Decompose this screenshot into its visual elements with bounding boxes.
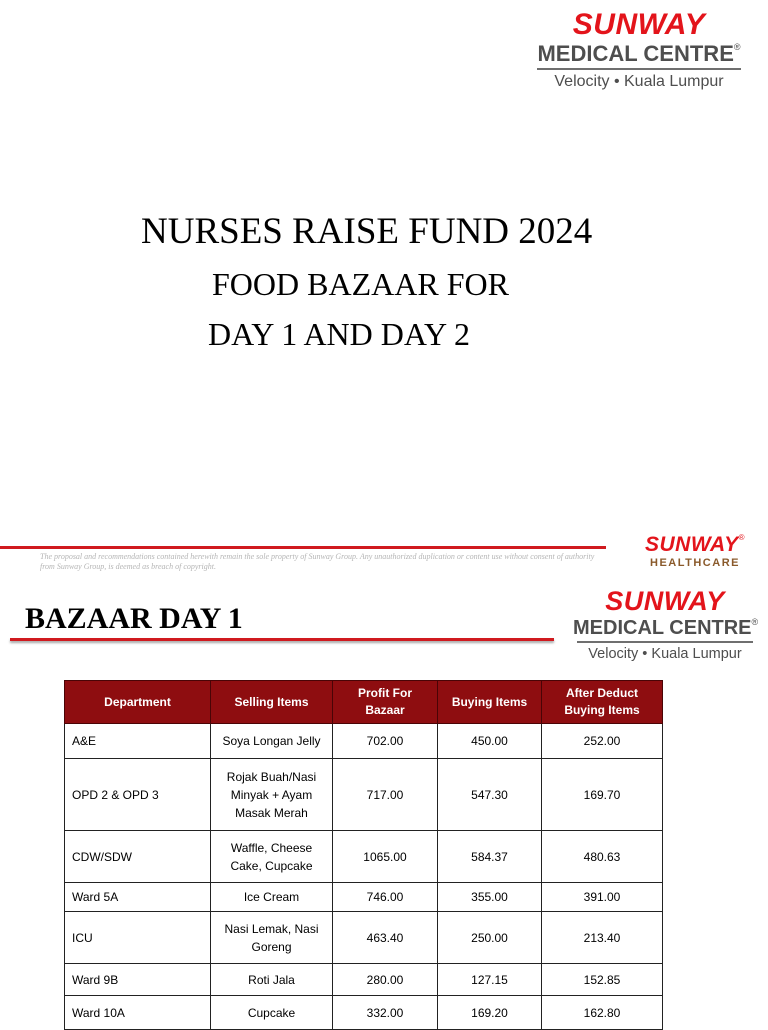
heading-underline bbox=[10, 638, 554, 641]
cell-department: OPD 2 & OPD 3 bbox=[65, 759, 211, 831]
cell-selling-items: Ice Cream bbox=[211, 883, 333, 912]
cell-department: Ward 5A bbox=[65, 883, 211, 912]
footer-divider bbox=[0, 546, 606, 549]
cell-profit: 746.00 bbox=[333, 883, 438, 912]
cell-selling-items: Soya Longan Jelly bbox=[211, 724, 333, 759]
logo-tagline: Velocity • Kuala Lumpur bbox=[554, 73, 724, 90]
sunway-medical-centre-logo bbox=[573, 588, 757, 662]
header-buying-items: Buying Items bbox=[438, 681, 542, 724]
cell-department: ICU bbox=[65, 912, 211, 964]
logo-subtitle: MEDICAL CENTRE® bbox=[573, 617, 759, 639]
header-profit: Profit For Bazaar bbox=[333, 681, 438, 724]
cell-department: Ward 9B bbox=[65, 964, 211, 996]
table-row bbox=[65, 964, 663, 996]
cell-profit: 280.00 bbox=[333, 964, 438, 996]
cell-selling-items: Nasi Lemak, Nasi Goreng bbox=[211, 912, 333, 964]
subtitle-line-1: FOOD BAZAAR FOR bbox=[212, 266, 509, 302]
cell-buying-items: 450.00 bbox=[438, 724, 542, 759]
cell-selling-items: Roti Jala bbox=[211, 964, 333, 996]
cell-after-deduct: 391.00 bbox=[542, 883, 663, 912]
healthcare-logo-subtitle: HEALTHCARE bbox=[650, 557, 740, 569]
bazaar-table bbox=[64, 680, 663, 1030]
table-row bbox=[65, 883, 663, 912]
cell-after-deduct: 480.63 bbox=[542, 831, 663, 883]
cell-buying-items: 355.00 bbox=[438, 883, 542, 912]
cell-selling-items: Cupcake bbox=[211, 996, 333, 1030]
logo-tagline: Velocity • Kuala Lumpur bbox=[588, 646, 742, 662]
cell-buying-items: 250.00 bbox=[438, 912, 542, 964]
slide-heading: BAZAAR DAY 1 bbox=[25, 602, 243, 635]
cell-selling-items: Rojak Buah/Nasi Minyak + Ayam Masak Merah bbox=[211, 759, 333, 831]
table-header-row bbox=[65, 681, 663, 724]
table-row bbox=[65, 912, 663, 964]
header-selling-items: Selling Items bbox=[211, 681, 333, 724]
table-row bbox=[65, 724, 663, 759]
header-department: Department bbox=[65, 681, 211, 724]
copyright-disclaimer: The proposal and recommendations contained herewith remain the sole property of Sunway Group. Any unauthorized duplication or content use without consent of authority from Sunway Group, is deemed as breach of copyright. bbox=[40, 552, 595, 571]
cell-profit: 1065.00 bbox=[333, 831, 438, 883]
cell-buying-items: 547.30 bbox=[438, 759, 542, 831]
cell-department: A&E bbox=[65, 724, 211, 759]
cell-profit: 332.00 bbox=[333, 996, 438, 1030]
table-row bbox=[65, 759, 663, 831]
bazaar-day-1-slide bbox=[0, 580, 768, 1024]
cell-profit: 717.00 bbox=[333, 759, 438, 831]
cell-after-deduct: 169.70 bbox=[542, 759, 663, 831]
table-row bbox=[65, 831, 663, 883]
subtitle-line-2: DAY 1 AND DAY 2 bbox=[208, 316, 470, 352]
cell-buying-items: 584.37 bbox=[438, 831, 542, 883]
cell-after-deduct: 162.80 bbox=[542, 996, 663, 1030]
logo-divider bbox=[577, 641, 753, 643]
cell-buying-items: 169.20 bbox=[438, 996, 542, 1030]
logo-divider bbox=[537, 68, 741, 70]
logo-brand: SUNWAY bbox=[572, 8, 706, 41]
cell-profit: 702.00 bbox=[333, 724, 438, 759]
table-row bbox=[65, 996, 663, 1030]
sunway-medical-centre-logo bbox=[532, 10, 746, 90]
healthcare-logo-brand: SUNWAY® bbox=[644, 533, 746, 556]
main-title: NURSES RAISE FUND 2024 bbox=[141, 211, 593, 252]
cell-selling-items: Waffle, Cheese Cake, Cupcake bbox=[211, 831, 333, 883]
header-after-deduct: After Deduct Buying Items bbox=[542, 681, 663, 724]
logo-brand: SUNWAY bbox=[605, 586, 725, 616]
cell-department: CDW/SDW bbox=[65, 831, 211, 883]
sunway-healthcare-logo bbox=[632, 534, 758, 569]
cell-after-deduct: 213.40 bbox=[542, 912, 663, 964]
cell-buying-items: 127.15 bbox=[438, 964, 542, 996]
cell-department: Ward 10A bbox=[65, 996, 211, 1030]
logo-subtitle: MEDICAL CENTRE® bbox=[537, 41, 741, 66]
cell-after-deduct: 252.00 bbox=[542, 724, 663, 759]
cell-after-deduct: 152.85 bbox=[542, 964, 663, 996]
cell-profit: 463.40 bbox=[333, 912, 438, 964]
